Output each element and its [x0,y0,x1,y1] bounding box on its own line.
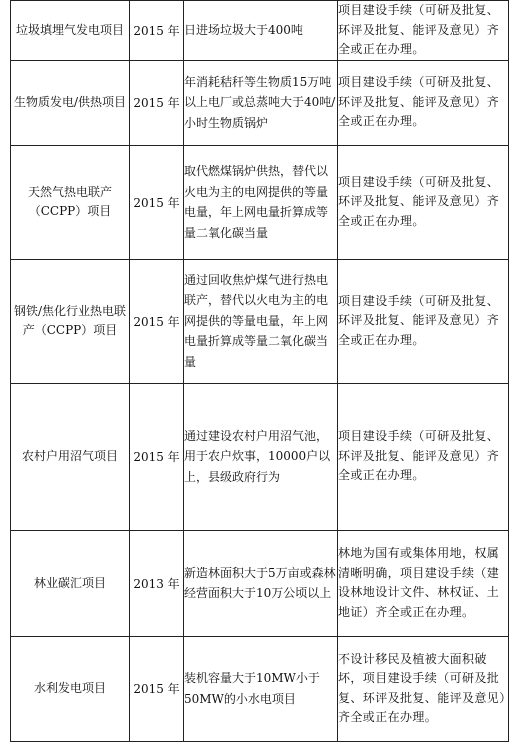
table-row [11,1,509,61]
project-year: 2015 年 [130,636,184,741]
project-standard: 取代燃煤锅炉供热，替代以火电为主的电网提供的等量电量，年上网电量折算成等量二氧化碳当量 [184,145,338,259]
project-name: 水利发电项目 [11,636,130,741]
project-requirement: 不设计移民及植被大面积破坏，项目建设手续（可研及批复、环评及批复、能评及意见）齐全或正在办理。 [338,636,509,741]
table-row [11,530,509,636]
project-requirement: 项目建设手续（可研及批复、环评及批复、能评及意见）齐全或正在办理。 [338,145,509,259]
project-standard: 日进场垃圾大于400吨 [184,1,338,61]
project-year: 2015 年 [130,383,184,530]
project-name: 钢铁/焦化行业热电联产（CCPP）项目 [11,259,130,383]
project-table [10,0,509,742]
table-row [11,636,509,741]
project-name: 垃圾填埋气发电项目 [11,1,130,61]
project-standard: 年消耗秸秆等生物质15万吨以上电厂或总蒸吨大于40吨/小时生物质锅炉 [184,60,338,145]
project-standard: 通过建设农村户用沼气池，用于农户炊事，10000户以上，县级政府行为 [184,383,338,530]
project-requirement: 项目建设手续（可研及批复、环评及批复、能评及意见）齐全或正在办理。 [338,60,509,145]
project-year: 2015 年 [130,60,184,145]
project-standard: 通过回收焦炉煤气进行热电联产，替代以火电为主的电网提供的等量电量，年上网电量折算成等量二氧化碳当量 [184,259,338,383]
project-name: 林业碳汇项目 [11,530,130,636]
table-row [11,60,509,145]
project-year: 2015 年 [130,1,184,61]
table-row [11,383,509,530]
project-year: 2013 年 [130,530,184,636]
project-standard: 新造林面积大于5万亩或森林经营面积大于10万公顷以上 [184,530,338,636]
project-year: 2015 年 [130,259,184,383]
table-row [11,145,509,259]
project-name: 农村户用沼气项目 [11,383,130,530]
table-row [11,259,509,383]
project-standard: 装机容量大于10MW小于50MW的小水电项目 [184,636,338,741]
project-name: 天然气热电联产（CCPP）项目 [11,145,130,259]
project-requirement: 林地为国有或集体用地，权属清晰明确，项目建设手续（建设林地设计文件、林权证、土地证）齐全或正在办理。 [338,530,509,636]
project-requirement: 项目建设手续（可研及批复、环评及批复、能评及意见）齐全或正在办理。 [338,1,509,61]
project-requirement: 项目建设手续（可研及批复、环评及批复、能评及意见）齐全或正在办理。 [338,383,509,530]
project-year: 2015 年 [130,145,184,259]
project-name: 生物质发电/供热项目 [11,60,130,145]
project-requirement: 项目建设手续（可研及批复、环评及批复、能评及意见）齐全或正在办理。 [338,259,509,383]
